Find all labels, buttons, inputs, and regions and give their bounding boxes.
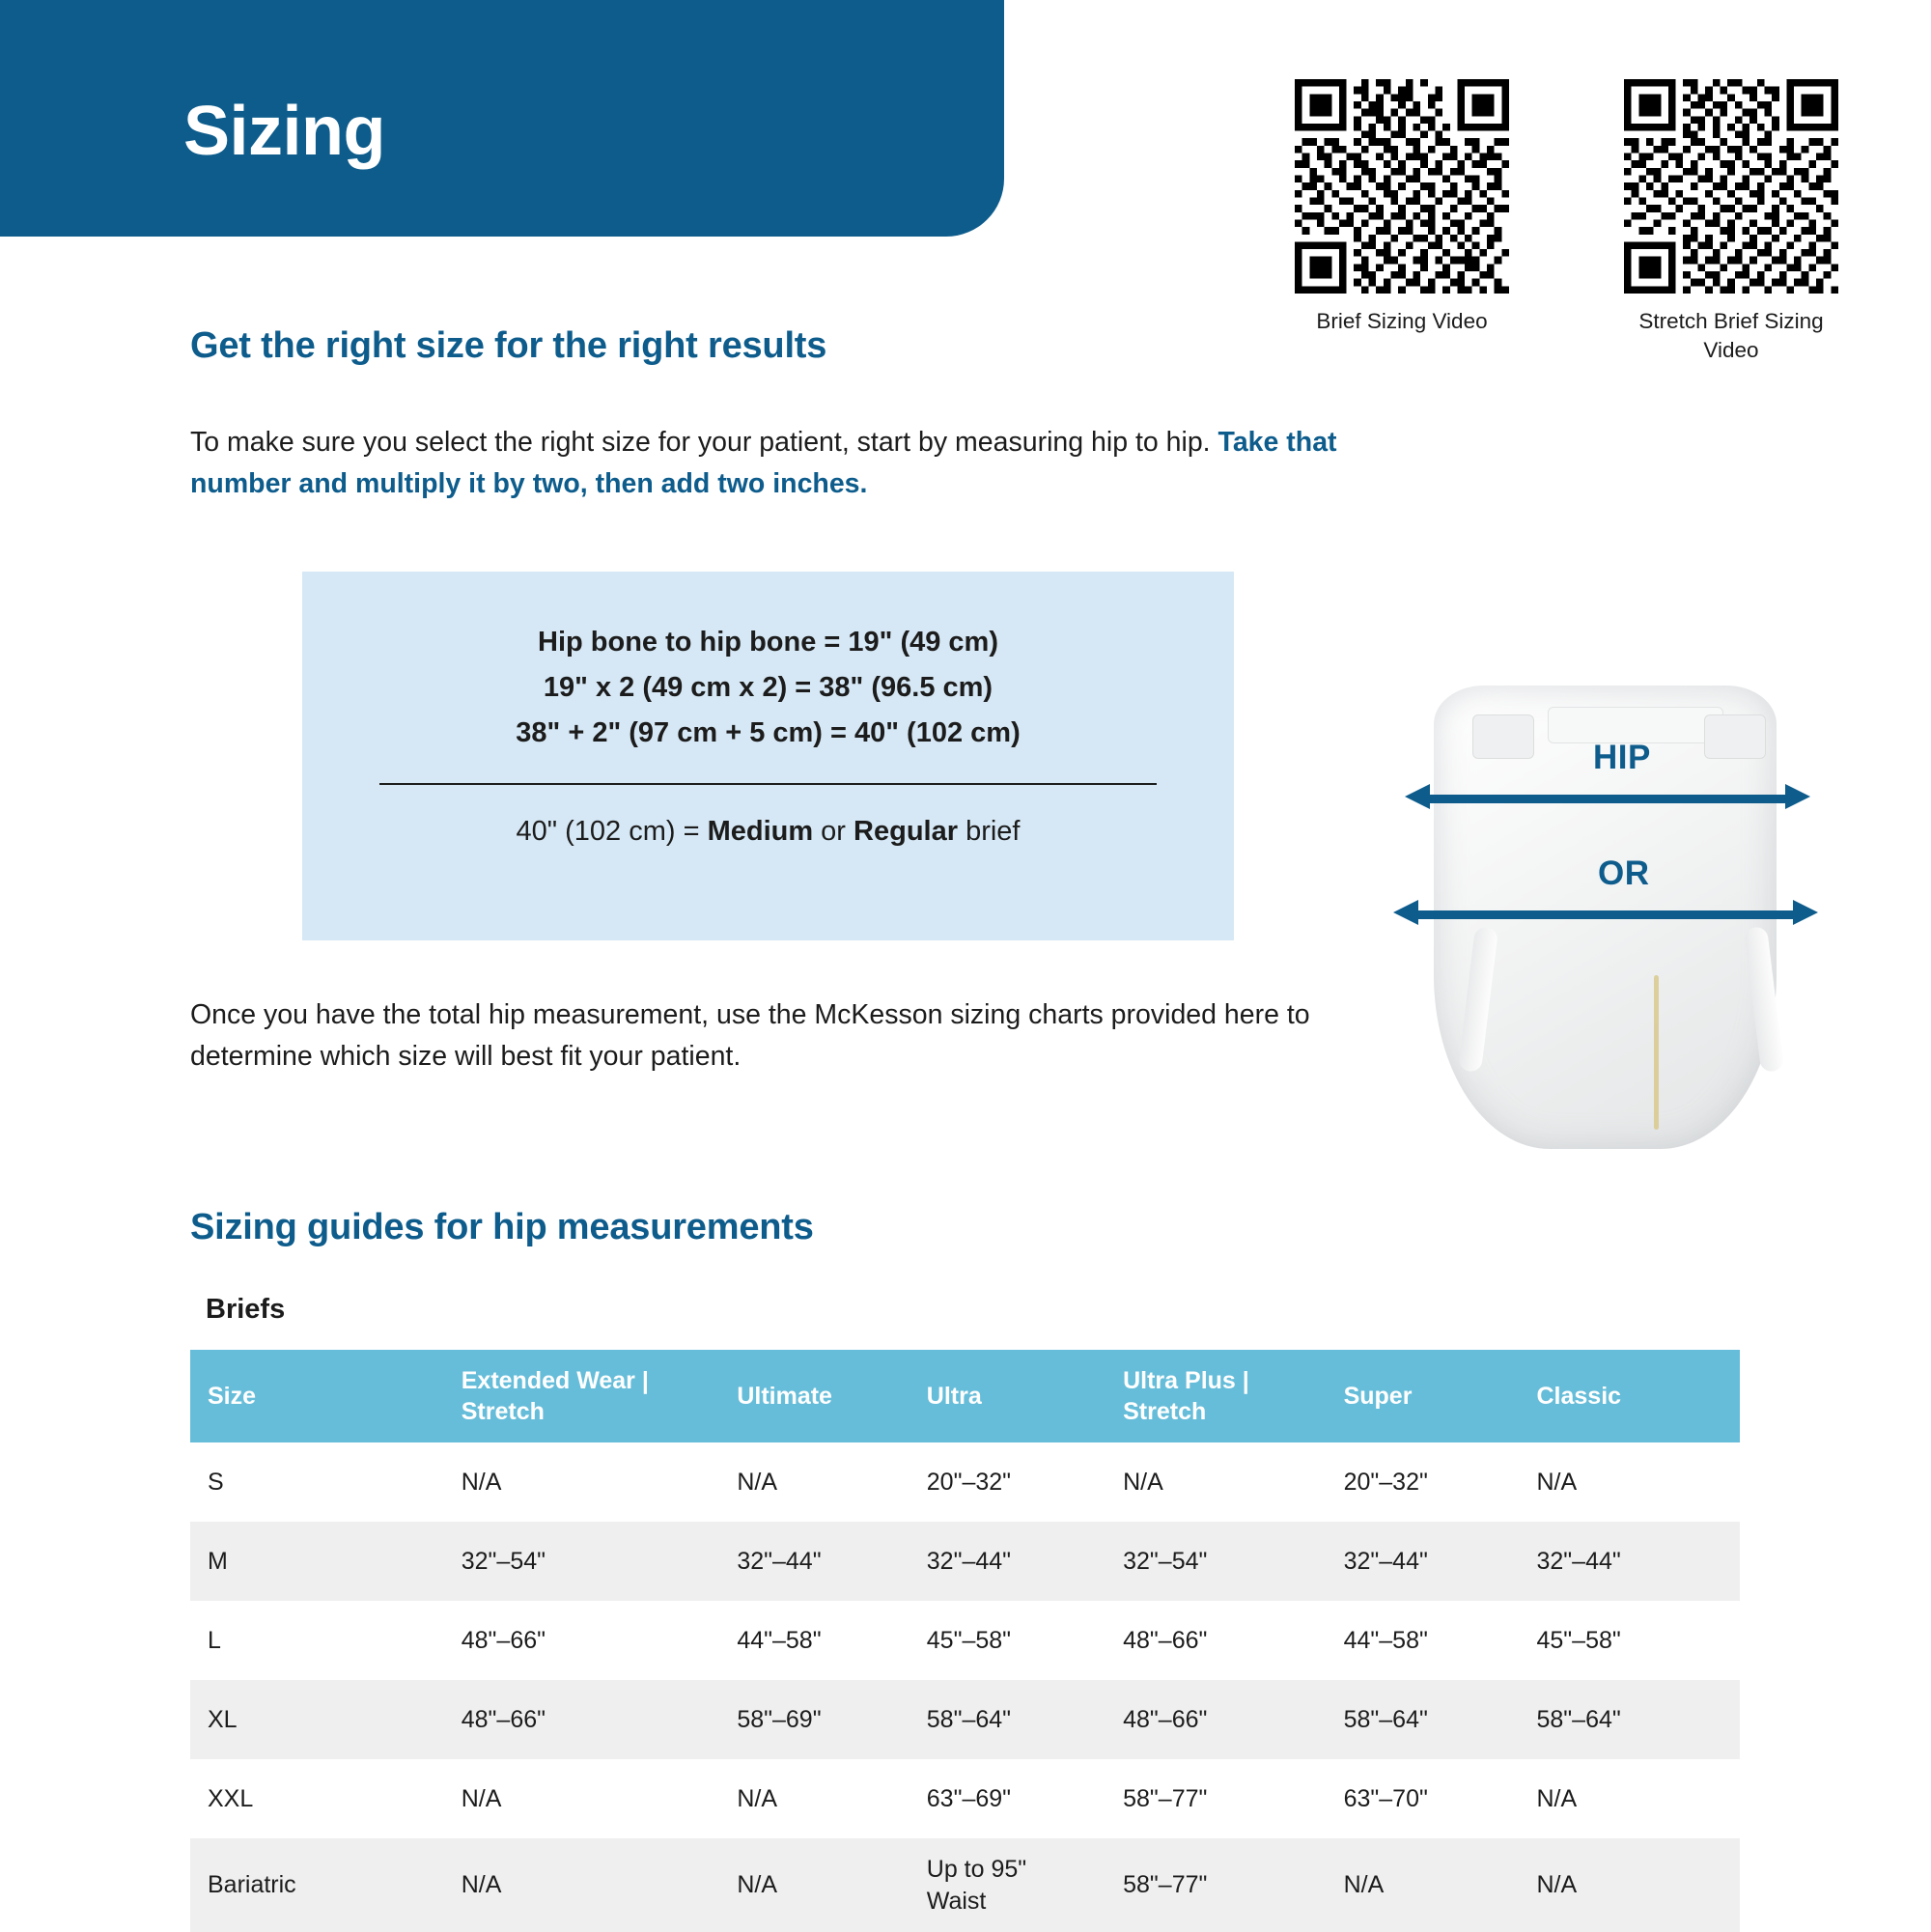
cell-extended-wear: 32"–54" — [444, 1522, 720, 1601]
cell-ultimate: N/A — [719, 1442, 909, 1522]
cell-size: XXL — [190, 1759, 444, 1838]
table-row — [190, 1522, 1740, 1601]
formula-line-3: 38" + 2" (97 cm + 5 cm) = 40" (102 cm) — [516, 716, 1021, 748]
formula-divider — [379, 783, 1157, 785]
intro-paragraph — [190, 422, 1387, 506]
intro-paragraph-plain: To make sure you select the right size for your patient, start by measuring hip to hip. — [190, 427, 1218, 458]
cell-extended-wear: 48"–66" — [444, 1680, 720, 1759]
formula-result-prefix: 40" (102 cm) = — [516, 815, 708, 847]
qr-code-brief-sizing-video[interactable] — [1291, 79, 1513, 336]
cell-ultra-plus: 58"–77" — [1105, 1759, 1326, 1838]
heading-sizing-guides: Sizing guides for hip measurements — [190, 1207, 814, 1247]
cell-extended-wear: N/A — [444, 1759, 720, 1838]
arrow-right-icon — [1785, 784, 1810, 809]
table-row — [190, 1442, 1740, 1522]
qr-code-icon — [1624, 79, 1838, 294]
cell-ultra: 20"–32" — [910, 1442, 1105, 1522]
label-hip: HIP — [1593, 739, 1651, 776]
table-header-row — [190, 1350, 1740, 1442]
cell-classic: 32"–44" — [1519, 1522, 1740, 1601]
cell-ultra-plus: 58"–77" — [1105, 1838, 1326, 1932]
cell-super: 63"–70" — [1327, 1759, 1520, 1838]
cell-size: M — [190, 1522, 444, 1601]
page-title: Sizing — [183, 93, 385, 170]
cell-extended-wear: N/A — [444, 1442, 720, 1522]
cell-ultimate: 32"–44" — [719, 1522, 909, 1601]
table-body — [190, 1442, 1740, 1932]
cell-ultra: 58"–64" — [910, 1680, 1105, 1759]
cell-classic: N/A — [1519, 1759, 1740, 1838]
formula-box — [302, 572, 1234, 940]
column-header-super: Super — [1327, 1350, 1520, 1442]
intro-paragraph-bold: Take that number and multiply it by two, then add two inches. — [190, 427, 1337, 500]
cell-size: L — [190, 1601, 444, 1680]
cell-classic: 58"–64" — [1519, 1680, 1740, 1759]
cell-ultra: Up to 95" Waist — [910, 1838, 1105, 1932]
cell-size: S — [190, 1442, 444, 1522]
qr-caption-stretch-brief-sizing-video: Stretch Brief Sizing Video — [1638, 309, 1824, 362]
formula-result — [302, 816, 1234, 848]
brief-leg-cuff-left — [1458, 926, 1498, 1073]
table-header — [190, 1350, 1740, 1442]
qr-code-icon — [1295, 79, 1509, 294]
arrow-left-icon — [1405, 784, 1430, 809]
table-row — [190, 1680, 1740, 1759]
cell-super: 58"–64" — [1327, 1680, 1520, 1759]
brief-leg-cuff-right — [1744, 926, 1784, 1073]
cell-super: N/A — [1327, 1838, 1520, 1932]
table-row — [190, 1601, 1740, 1680]
brief-tab-left — [1472, 714, 1534, 759]
arrow-shaft — [1416, 910, 1795, 919]
cell-size: Bariatric — [190, 1838, 444, 1932]
cell-ultra-plus: 32"–54" — [1105, 1522, 1326, 1601]
brief-wetness-indicator — [1654, 975, 1659, 1130]
cell-ultra: 63"–69" — [910, 1759, 1105, 1838]
formula-result-size: Medium — [707, 815, 814, 847]
cell-extended-wear: N/A — [444, 1838, 720, 1932]
table-row — [190, 1759, 1740, 1838]
column-header-classic: Classic — [1519, 1350, 1740, 1442]
heading-get-the-right-size: Get the right size for the right results — [190, 325, 827, 366]
column-header-extended-wear-stretch: Extended Wear | Stretch — [444, 1350, 720, 1442]
column-header-size: Size — [190, 1350, 444, 1442]
cell-super: 20"–32" — [1327, 1442, 1520, 1522]
cell-ultra: 45"–58" — [910, 1601, 1105, 1680]
cell-ultra-plus: N/A — [1105, 1442, 1326, 1522]
cell-size: XL — [190, 1680, 444, 1759]
column-header-ultimate: Ultimate — [719, 1350, 909, 1442]
formula-result-mid: or — [813, 815, 854, 847]
qr-code-stretch-brief-sizing-video[interactable] — [1615, 79, 1847, 364]
hip-measure-arrow — [1405, 784, 1810, 809]
cell-ultimate: N/A — [719, 1759, 909, 1838]
header-banner — [0, 0, 1004, 237]
cell-ultra-plus: 48"–66" — [1105, 1601, 1326, 1680]
formula-result-suffix: brief — [958, 815, 1021, 847]
formula-result-style: Regular — [854, 815, 959, 847]
formula-line-1: Hip bone to hip bone = 19" (49 cm) — [538, 627, 998, 658]
cell-classic: N/A — [1519, 1838, 1740, 1932]
cell-ultra: 32"–44" — [910, 1522, 1105, 1601]
formula-line-2: 19" x 2 (49 cm x 2) = 38" (96.5 cm) — [543, 671, 993, 703]
table-label-briefs: Briefs — [206, 1294, 286, 1325]
followup-paragraph: Once you have the total hip measurement, use the McKesson sizing charts provided here to determine which size will best fit your patient. — [190, 999, 1310, 1073]
cell-classic: N/A — [1519, 1442, 1740, 1522]
cell-ultra-plus: 48"–66" — [1105, 1680, 1326, 1759]
cell-ultimate: 58"–69" — [719, 1680, 909, 1759]
briefs-sizing-table — [190, 1350, 1740, 1932]
arrow-left-icon — [1393, 900, 1418, 925]
formula-lines — [302, 572, 1234, 756]
or-measure-arrow — [1393, 900, 1818, 925]
brief-tab-right — [1704, 714, 1766, 759]
cell-ultimate: N/A — [719, 1838, 909, 1932]
cell-super: 44"–58" — [1327, 1601, 1520, 1680]
cell-super: 32"–44" — [1327, 1522, 1520, 1601]
column-header-ultra-plus-stretch: Ultra Plus | Stretch — [1105, 1350, 1326, 1442]
arrow-right-icon — [1793, 900, 1818, 925]
arrow-shaft — [1428, 795, 1787, 803]
column-header-ultra: Ultra — [910, 1350, 1105, 1442]
cell-classic: 45"–58" — [1519, 1601, 1740, 1680]
table-row — [190, 1838, 1740, 1932]
label-or: OR — [1598, 854, 1650, 892]
brief-product-figure — [1405, 676, 1810, 1159]
cell-ultimate: 44"–58" — [719, 1601, 909, 1680]
qr-caption-brief-sizing-video: Brief Sizing Video — [1316, 309, 1488, 333]
cell-extended-wear: 48"–66" — [444, 1601, 720, 1680]
